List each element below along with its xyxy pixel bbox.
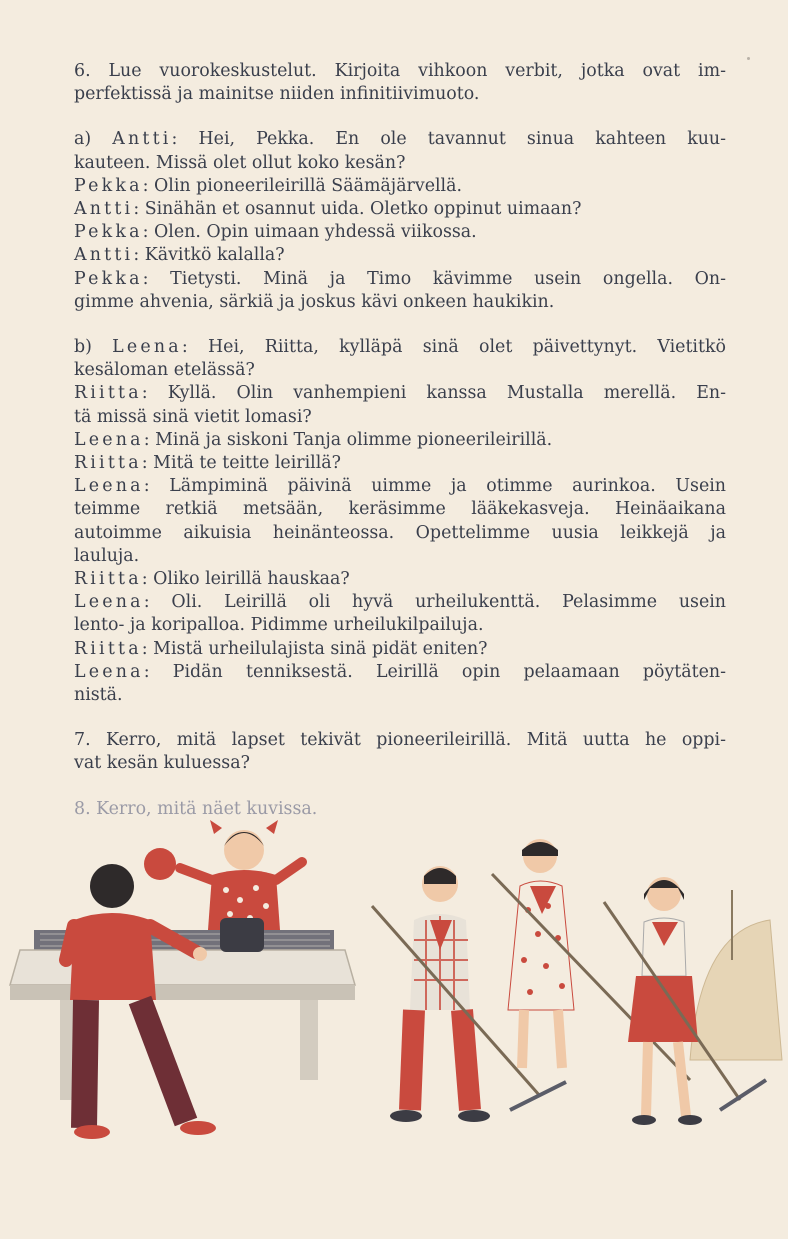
dialog-line: Riitta: Mitä te teitte leirillä? (74, 453, 341, 474)
task-7-line: 7. Kerro, mitä lapset tekivät pioneerileirillä. Mitä uutta he oppi- (74, 730, 726, 751)
turn-text: Tietysti. Minä ja Timo kävimme usein ongella. On- (170, 268, 726, 289)
dialog-line: a) Antti: Hei, Pekka. En ole tavannut sinua kahteen kuu- (74, 129, 727, 150)
dialog-line: teimme retkiä metsään, keräsimme lääkekasveja. Heinäaikana (74, 499, 726, 520)
speaker-name: Riitta (74, 453, 142, 474)
task-8: 8. Kerro, mitä näet kuvissa. (74, 798, 318, 819)
speaker-name: Pekka (74, 222, 143, 243)
dialog-line: Pekka: Olen. Opin uimaan yhdessä viikossa. (74, 222, 477, 243)
speaker-name: Antti (112, 129, 172, 150)
task-6-line: perfektissä ja mainitse niiden infinitiivimuoto. (74, 84, 480, 105)
turn-text: Hei, Pekka. En ole tavannut sinua kahteen kuu- (198, 129, 727, 150)
speaker-name: Riitta (74, 383, 142, 404)
turn-text: Pidän tenniksestä. Leirillä opin pelaamaan pöytäten- (172, 661, 727, 682)
dialog-line: Leena: Lämpiminä päivinä uimme ja otimme aurinkoa. Usein (74, 476, 726, 497)
speaker-name: Leena (74, 592, 144, 613)
speaker-name: Antti (74, 199, 134, 220)
dialog-line: Leena: Minä ja siskoni Tanja olimme pioneerileirillä. (74, 429, 553, 450)
turn-text: Lämpiminä päivinä uimme ja otimme aurinkoa. Usein (169, 476, 726, 497)
turn-text: Oli. Leirillä oli hyvä urheilukenttä. Pelasimme usein (171, 592, 726, 613)
dialog-b (74, 336, 726, 707)
dialog-line: Pekka: Tietysti. Minä ja Timo kävimme usein ongella. On- (74, 268, 726, 289)
task-6 (74, 60, 726, 106)
speck (747, 57, 750, 60)
dialog-marker: b) (74, 337, 92, 358)
turn-text: Kävitkö kalalla? (144, 245, 285, 266)
dialog-line: gimme ahvenia, särkiä ja joskus kävi onkeen haukikin. (74, 291, 555, 312)
dialog-line: lento- ja koripalloa. Pidimme urheilukilpailuja. (74, 615, 484, 636)
dialog-line: Leena: Pidän tenniksestä. Leirillä opin pelaamaan pöytäten- (74, 661, 727, 682)
speaker-name: Leena (74, 476, 144, 497)
dialog-line: lauluja. (74, 545, 140, 566)
turn-text: Kyllä. Olin vanhempieni kanssa Mustalla merellä. En- (167, 383, 726, 404)
speaker-name: Antti (74, 245, 134, 266)
dialog-line: Antti: Kävitkö kalalla? (74, 245, 285, 266)
dialog-marker: a) (74, 129, 92, 150)
speaker-name: Pekka (74, 268, 143, 289)
turn-text: Hei, Riitta, kylläpä sinä olet päivettynyt. Vietitkö (207, 337, 726, 358)
turn-text: Mitä te teitte leirillä? (153, 453, 341, 474)
dialog-line: Riitta: Mistä urheilulajista sinä pidät eniten? (74, 638, 488, 659)
table-tennis-scene (10, 820, 355, 1139)
dialog-line: Antti: Sinähän et osannut uida. Oletko oppinut uimaan? (74, 199, 582, 220)
speaker-name: Leena (74, 661, 144, 682)
turn-text: Minä ja siskoni Tanja olimme pioneerileirillä. (155, 429, 553, 450)
dialog-line: tä missä sinä vietit lomasi? (74, 406, 312, 427)
raking-scene (372, 839, 782, 1125)
dialog-line: Leena: Oli. Leirillä oli hyvä urheilukenttä. Pelasimme usein (74, 592, 726, 613)
dialog-line: kesäloman etelässä? (74, 360, 255, 381)
speaker-name: Riitta (74, 569, 142, 590)
illustration (0, 810, 788, 1150)
dialog-a (74, 128, 726, 314)
dialog-line: Riitta: Kyllä. Olin vanhempieni kanssa Mustalla merellä. En- (74, 383, 726, 404)
dialog-line: nistä. (74, 685, 123, 706)
turn-text: Olin pioneerileirillä Säämäjärvellä. (154, 175, 463, 196)
turn-text: Mistä urheilulajista sinä pidät eniten? (153, 638, 488, 659)
task-7 (74, 729, 726, 775)
dialog-line: Riitta: Oliko leirillä hauskaa? (74, 569, 350, 590)
dialog-line: autoimme aikuisia heinänteossa. Opettelimme uusia leikkejä ja (74, 522, 726, 543)
text-column (74, 60, 726, 821)
speaker-name: Pekka (74, 175, 143, 196)
dialog-line: Pekka: Olin pioneerileirillä Säämäjärvellä. (74, 175, 463, 196)
dialog-line: b) Leena: Hei, Riitta, kylläpä sinä olet päivettynyt. Vietitkö (74, 337, 726, 358)
speaker-name: Leena (112, 337, 182, 358)
task-6-line: 6. Lue vuorokeskustelut. Kirjoita vihkoon verbit, jotka ovat im- (74, 61, 726, 81)
dialog-line: kauteen. Missä olet ollut koko kesän? (74, 152, 406, 173)
turn-text: Olen. Opin uimaan yhdessä viikossa. (154, 222, 477, 243)
speaker-name: Leena (74, 429, 144, 450)
turn-text: Sinähän et osannut uida. Oletko oppinut uimaan? (144, 199, 582, 220)
task-7-line: vat kesän kuluessa? (74, 753, 250, 774)
turn-text: Oliko leirillä hauskaa? (153, 569, 350, 590)
speaker-name: Riitta (74, 638, 142, 659)
